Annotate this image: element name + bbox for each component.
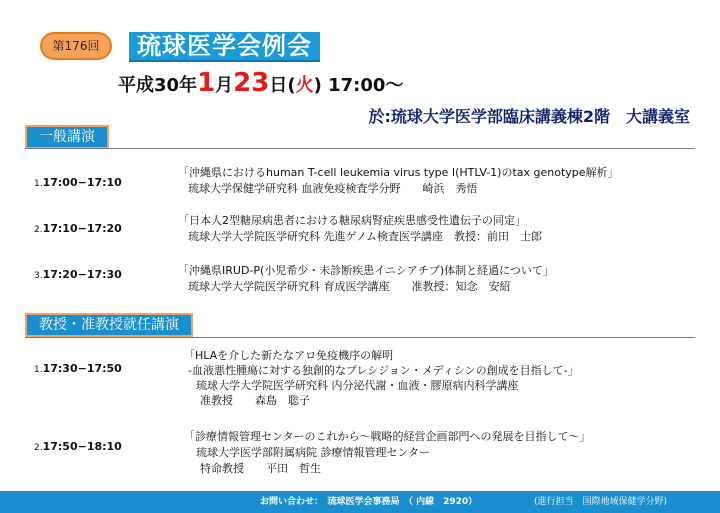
talk-time: 2.17:50−18:10 [34, 440, 122, 453]
talk-time: 1.17:30−17:50 [34, 362, 122, 375]
contact-info: お問い合わせ： 琉球医学会事務局 （ 内線 2920） [260, 497, 478, 507]
talk-title: 「HLAを介した新たなアロ免疫機序の解明 [184, 349, 394, 362]
talk-title: 「沖縄県IRUD-P(小児希少・未診断疾患イニシアチブ)体制と経過について」 [178, 264, 554, 277]
talk-affiliation: 琉球大学大学院医学研究科 育成医学講座 准教授：知念 安紹 [188, 280, 511, 293]
date-prefix: 平成30年 [118, 75, 198, 96]
session-number-badge: 第176回 [40, 32, 112, 60]
organizer-note: (進行担当 国際地域保健学分野) [534, 497, 668, 507]
talk-time: 3.17:20−17:30 [34, 268, 122, 281]
date-day-unit: 日( [269, 75, 296, 96]
date-time: ) 17:00〜 [313, 75, 404, 96]
talk-affiliation: 琉球大学大学院医学研究科 内分泌代謝・血液・膠原病内科学講座 [196, 379, 519, 392]
event-title: 琉球医学会例会 [129, 32, 320, 62]
date-weekday: 火 [295, 75, 314, 96]
footer-bar [0, 491, 720, 513]
talk-time: 1.17:00−17:10 [34, 176, 122, 189]
talk-speaker: 准教授 森島 聡子 [200, 394, 310, 407]
talk-title: 「診療情報管理センターのこれから〜戦略的経営企画部門への発展を目指して〜」 [184, 430, 591, 443]
talk-title: 「日本人2型糖尿病患者における糖尿病腎症疾患感受性遺伝子の同定」 [178, 214, 526, 227]
date-month-unit: 月 [215, 75, 234, 96]
section-divider [25, 337, 695, 338]
venue: 於:琉球大学医学部臨床講義棟2階 大講義室 [368, 107, 690, 126]
talk-affiliation: 琉球大学保健学研究科 血液免疫検査学分野 崎浜 秀悟 [188, 182, 478, 195]
talk-speaker: 特命教授 平田 哲生 [200, 462, 321, 475]
talk-affiliation: 琉球大学大学院医学研究科 先進ゲノム検査医学講座 教授：前田 士郎 [188, 230, 542, 243]
talk-title: 「沖縄県におけるhuman T-cell leukemia virus type I(HTLV-1)のtax genotype解析」 [178, 166, 619, 179]
talk-affiliation: 琉球大学医学部附属病院 診療情報管理センター [196, 446, 431, 459]
section-heading-general: 一般講演 [25, 125, 109, 149]
talk-time: 2.17:10−17:20 [34, 222, 122, 235]
date-day: 23 [233, 68, 270, 98]
date-month: 1 [197, 68, 216, 98]
section-divider [25, 148, 695, 149]
talk-subtitle: -血液悪性腫瘍に対する独創的なプレシジョン・メディシンの創成を目指して-」 [188, 364, 579, 377]
section-heading-inaugural: 教授・准教授就任講演 [25, 313, 193, 337]
event-datetime [118, 68, 403, 98]
